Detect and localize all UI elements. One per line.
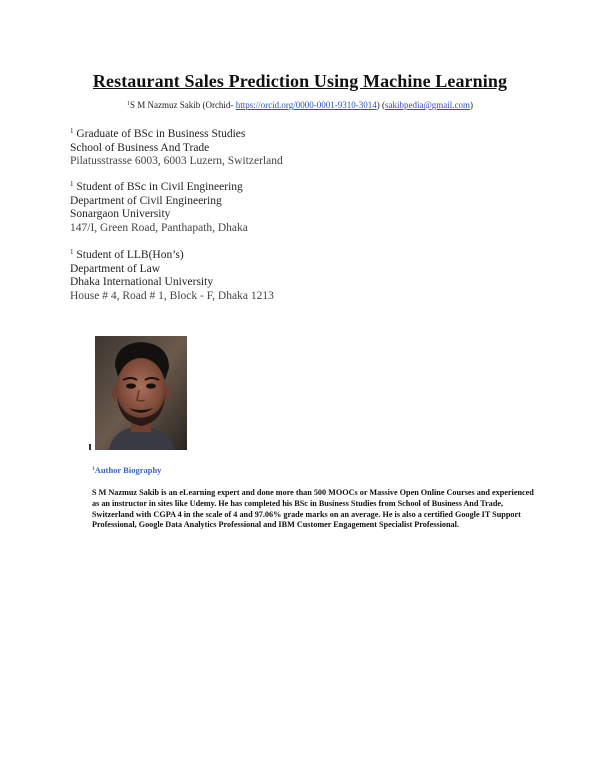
affiliation-degree: Student of LLB(Hon’s): [76, 249, 184, 261]
affiliation-university: Dhaka International University: [70, 276, 214, 289]
affiliation-address: 147/I, Green Road, Panthapath, Dhaka: [70, 221, 248, 234]
affiliation-marker: 1: [70, 127, 74, 135]
author-portrait: [95, 336, 187, 450]
author-photo: [95, 336, 187, 450]
biography-text: S M Nazmuz Sakib is an eLearning expert and done more than 500 MOOCs or Massive Open Online Courses and experienced as an instructor in sites like Udemy. He has completed his BSc in Business Studies from School of Business And Trade, Switzerland with CGPA 4 in the scale of 4 and 97.06% grade marks on an average. He is also a certified Google IT Support Professional, Google Data Analytics Professional and IBM Customer Engagement Specialist Professional.: [92, 488, 534, 530]
byline-separator: ) (: [376, 100, 386, 110]
author-byline: [0, 100, 600, 110]
paper-title: Restaurant Sales Prediction Using Machine Learning: [92, 71, 508, 91]
image-caption-marker: [89, 444, 91, 450]
biography-heading: [92, 465, 161, 475]
byline-close: ): [470, 100, 474, 110]
affiliation-department: Department of Civil Engineering: [70, 194, 222, 207]
affiliation-1: [70, 125, 283, 169]
affiliation-marker: 1: [70, 180, 74, 188]
affiliation-degree: Student of BSc in Civil Engineering: [76, 181, 243, 193]
author-name: S M Nazmuz Sakib (Orchid-: [129, 100, 236, 110]
biography-marker: 1: [92, 466, 95, 472]
affiliation-school: School of Business And Trade: [70, 141, 210, 154]
affiliation-address: Pilatusstrasse 6003, 6003 Luzern, Switzerland: [70, 155, 283, 168]
affiliation-degree: Graduate of BSc in Business Studies: [76, 128, 246, 140]
affiliation-2: [70, 178, 248, 235]
biography-heading-text: Author Biography: [94, 465, 162, 475]
affiliation-university: Sonargaon University: [70, 208, 171, 221]
affiliation-address: House # 4, Road # 1, Block - F, Dhaka 1213: [70, 289, 274, 302]
orcid-link[interactable]: https://orcid.org/0000-0001-9310-3014: [235, 100, 377, 110]
affiliation-department: Department of Law: [70, 262, 161, 275]
email-link[interactable]: sakibpedia@gmail.com: [385, 100, 471, 110]
affiliation-3: [70, 246, 274, 303]
author-marker: 1: [126, 101, 130, 107]
affiliation-marker: 1: [70, 248, 74, 256]
